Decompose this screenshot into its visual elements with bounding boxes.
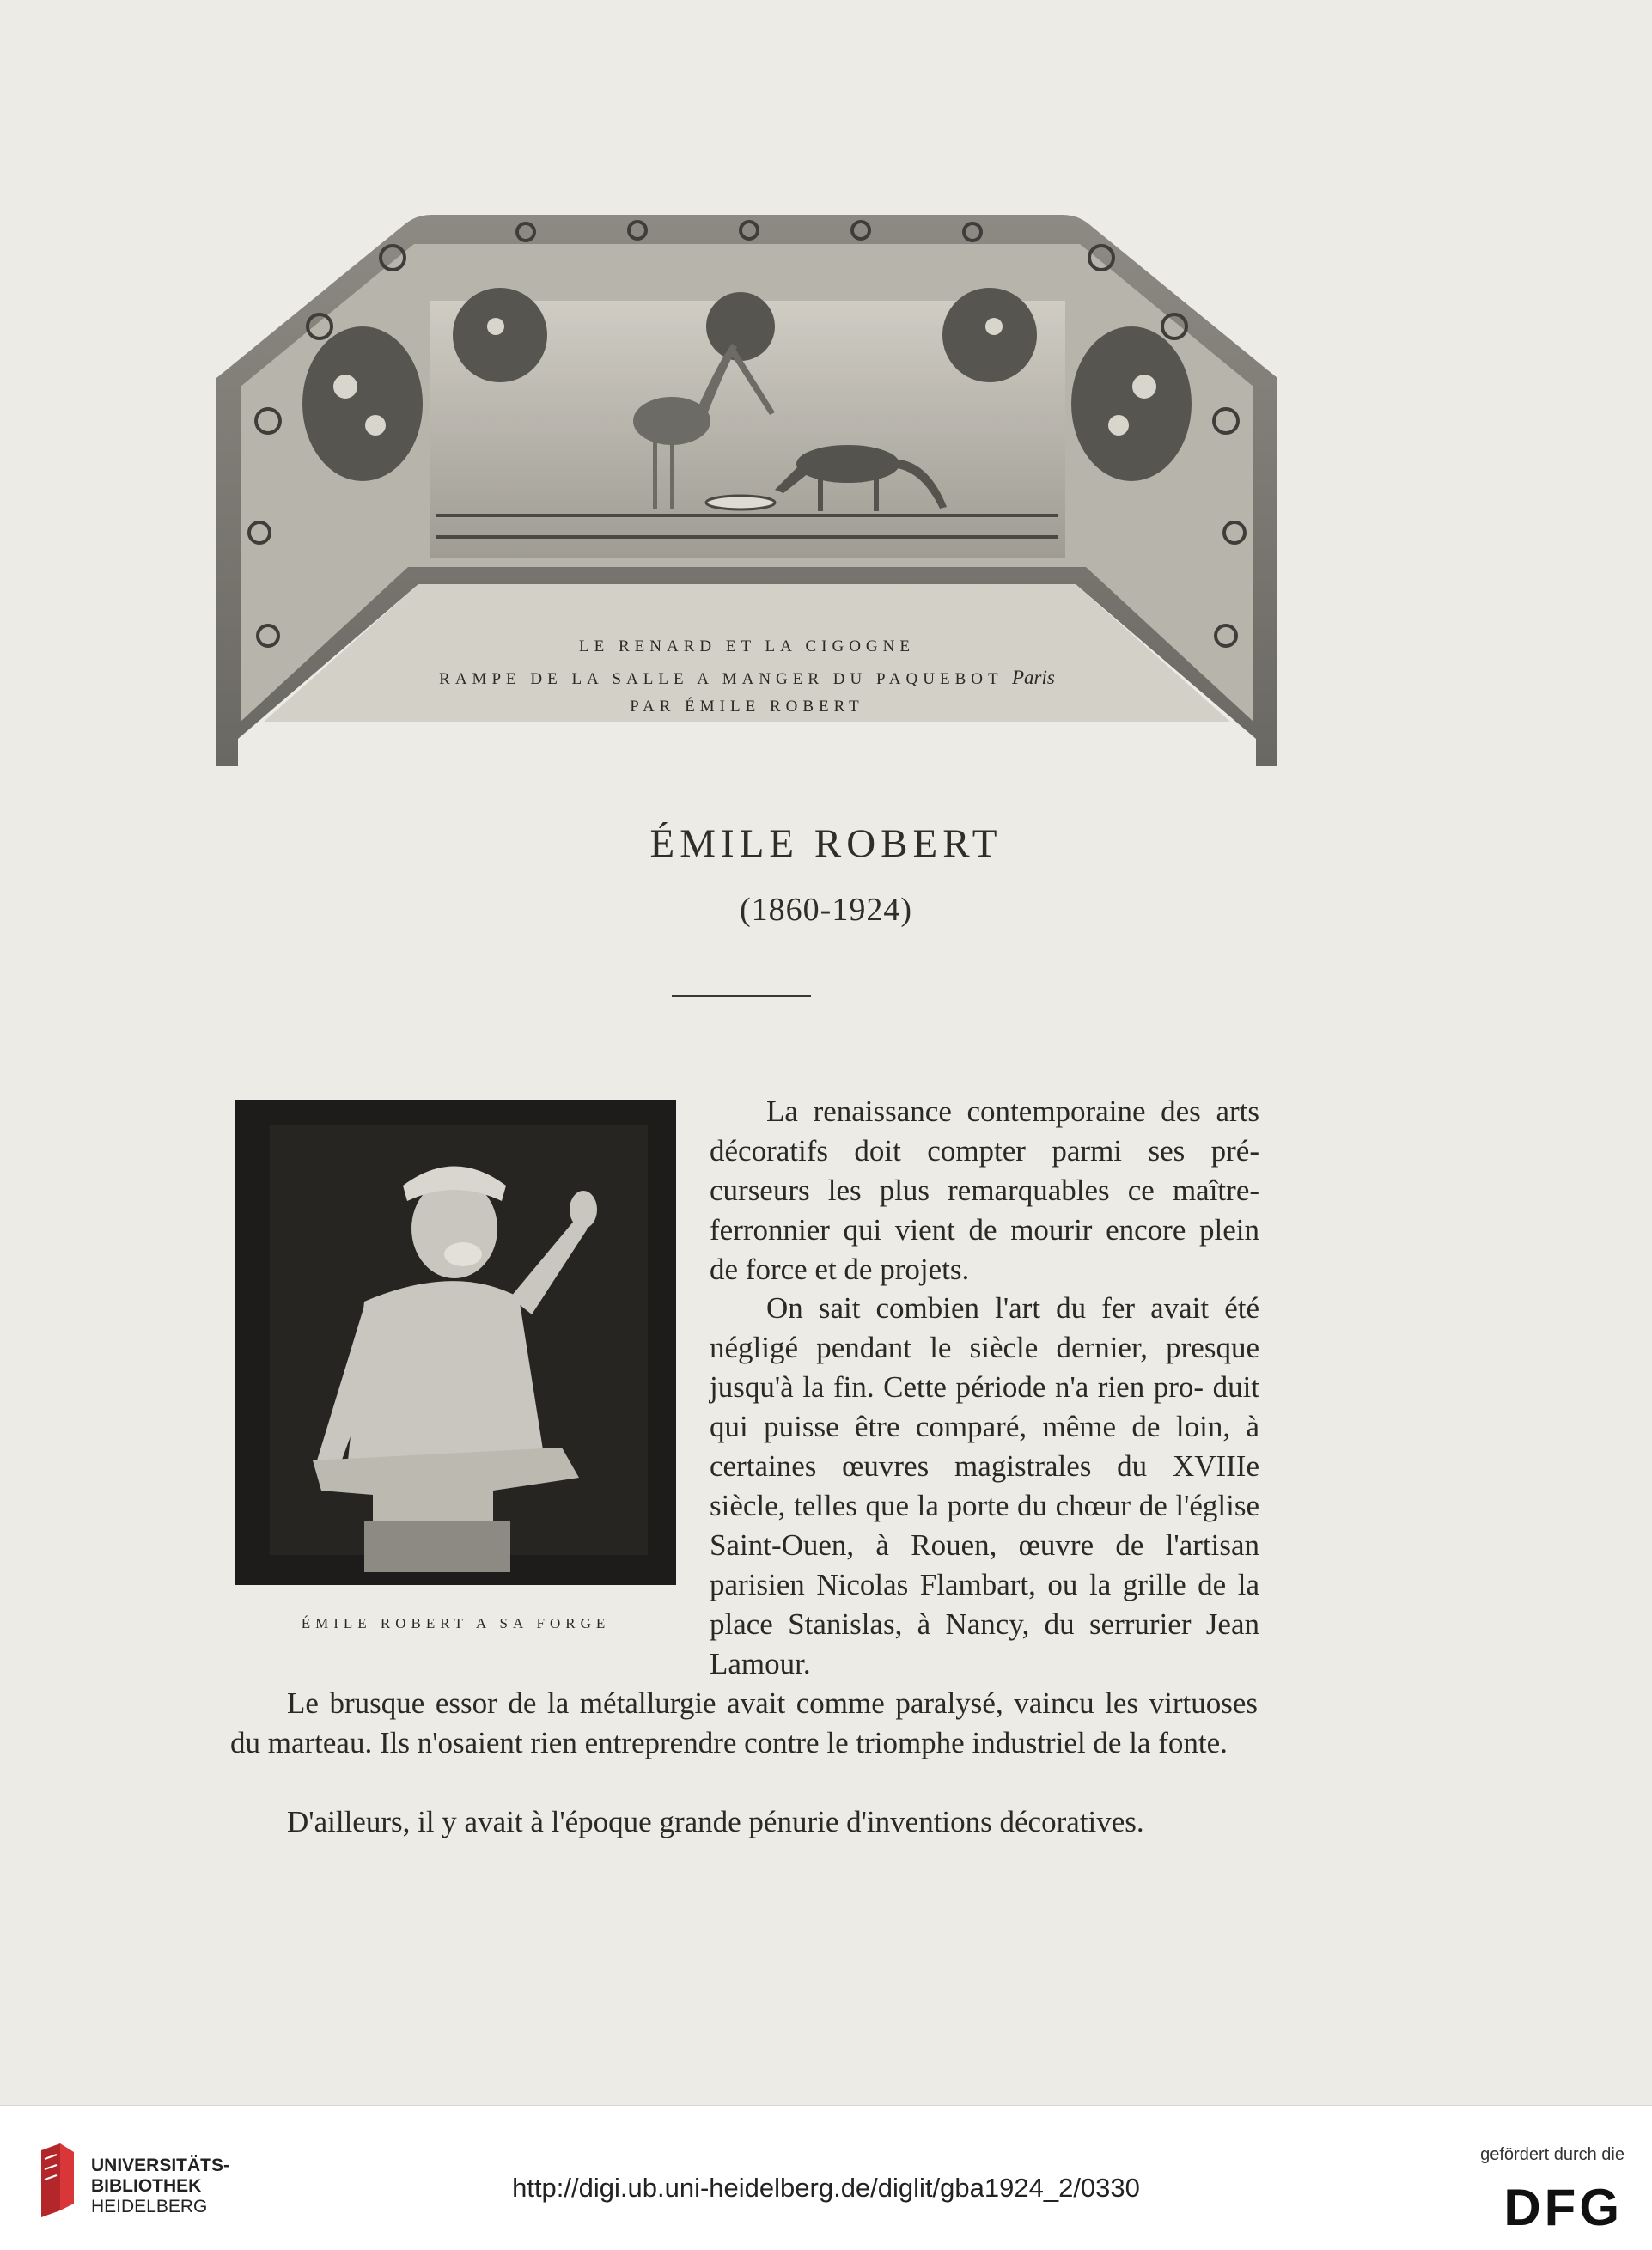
paragraph-1 [710, 1092, 1259, 1290]
paragraph-2-line: duit qui puisse être comparé, même de [710, 1370, 1260, 1443]
portrait-photograph [235, 1100, 676, 1585]
paragraph-1-line: maître-ferronnier qui vient de mourir [710, 1174, 1260, 1247]
library-name-line3: HEIDELBERG [91, 2197, 208, 2216]
plate-caption-author: PAR ÉMILE ROBERT [630, 698, 864, 716]
paragraph-2-line: de l'artisan parisien Nicolas Flambart, ou [710, 1528, 1260, 1601]
dfg-logo: DFG [1503, 2179, 1623, 2236]
digitization-footer [0, 2105, 1652, 2250]
paragraph-2-line: jusqu'à la fin. Cette période n'a rien pro- [710, 1370, 1204, 1404]
paragraph-2-line: XVIIIe siècle, telles que la porte du chœur [710, 1449, 1259, 1522]
library-name-line1: UNIVERSITÄTS- [91, 2155, 230, 2175]
paragraph-1-line: encore plein de force et de projets. [710, 1213, 1259, 1286]
paragraph-2-line: de l'église Saint-Ouen, à Rouen, œuvre [710, 1489, 1260, 1562]
funded-by-label: gefördert durch die [1480, 2145, 1625, 2164]
plate-caption-ship-name: Paris [1011, 667, 1055, 688]
permalink-url[interactable]: http://digi.ub.uni-heidelberg.de/diglit/gba1924_2/0330 [512, 2173, 1140, 2203]
paragraph-2-line: On sait combien l'art du fer avait été [766, 1291, 1259, 1325]
paragraph-4: D'ailleurs, il y avait à l'époque grande pénurie d'inventions décoratives. [287, 1805, 1144, 1838]
paragraph-3-line: virtuoses du marteau. Ils n'osaient rien entreprendre contre le triomphe [230, 1686, 1258, 1759]
paragraph-1-line: décoratifs doit compter parmi ses pré- [710, 1134, 1259, 1168]
library-name-line2: BIBLIOTHEK [91, 2176, 202, 2196]
paragraph-1-line: La renaissance contemporaine des arts [766, 1095, 1259, 1128]
paragraph-2-line: du serrurier Jean Lamour. [710, 1607, 1259, 1680]
paragraph-2-line: la grille de la place Stanislas, à Nancy, [710, 1568, 1260, 1641]
article-dates: (1860-1924) [740, 892, 912, 928]
title-divider [672, 995, 811, 997]
paragraph-3-line: Le brusque essor de la métallurgie avait comme paralysé, vaincu les [287, 1686, 1139, 1720]
paragraph-3-line: industriel de la fonte. [972, 1726, 1228, 1759]
plate-caption-subtitle [216, 667, 1277, 689]
paragraph-2 [710, 1289, 1259, 1684]
paragraph-2-line: loin, à certaines œuvres magistrales du [710, 1410, 1260, 1483]
article-title: ÉMILE ROBERT [649, 821, 1003, 866]
paragraph-1-line: curseurs les plus remarquables ce [710, 1174, 1155, 1207]
paragraph-2-line: négligé pendant le siècle dernier, presque [710, 1331, 1259, 1364]
plate-caption-subtitle-text: RAMPE DE LA SALLE A MANGER DU PAQUEBOT [439, 670, 1003, 688]
photo-caption: ÉMILE ROBERT A SA FORGE [301, 1615, 611, 1631]
plate-caption-title: LE RENARD ET LA CIGOGNE [579, 637, 915, 655]
paragraph-3 [230, 1684, 1258, 1763]
